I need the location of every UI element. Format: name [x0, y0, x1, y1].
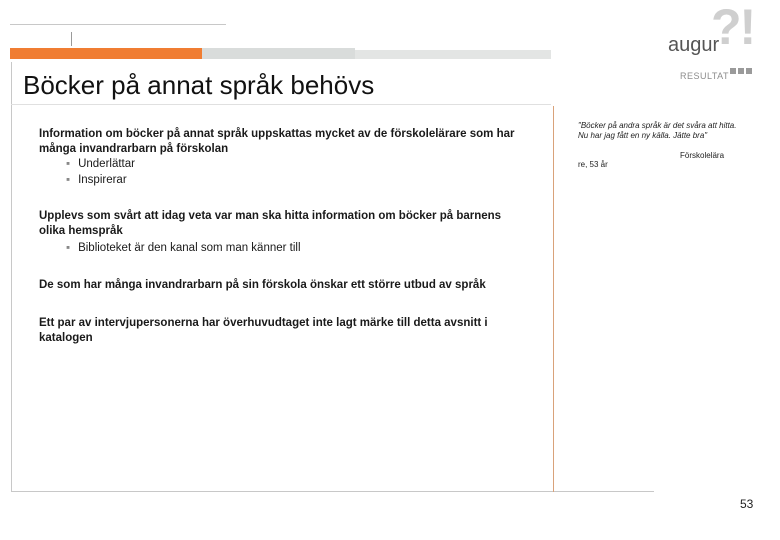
- paragraph-3: De som har många invandrarbarn på sin förskola önskar ett större utbud av språk: [39, 279, 486, 291]
- frame-left: [11, 62, 12, 492]
- quote-text: "Böcker på andra språk är det svåra att hitta. Nu har jag fått en ny källa. Jätte bra": [578, 121, 737, 140]
- frame-bottom: [11, 491, 654, 492]
- gray-bar-thin: [355, 50, 551, 59]
- orange-bar: [10, 48, 202, 59]
- page-number: 53: [740, 497, 754, 511]
- gray-bar: [202, 48, 355, 59]
- bullet-marker: ▪: [66, 242, 71, 254]
- bullet-text: Underlättar: [78, 158, 135, 170]
- section-squares: [730, 68, 760, 74]
- header-tick: [71, 32, 72, 46]
- top-rule: [10, 24, 226, 25]
- paragraph-1: Information om böcker på annat språk uppskattas mycket av de förskolelärare som har många invandrarbarn på förskolan: [39, 128, 515, 155]
- quote-divider: [553, 106, 554, 492]
- bullet-2: [66, 173, 127, 188]
- bullet-text: Inspirerar: [78, 174, 127, 186]
- bullet-text: Biblioteket är den kanal som man känner till: [78, 242, 301, 254]
- section-label: RESULTAT: [680, 71, 730, 81]
- title-underline: [11, 104, 551, 105]
- logo-symbol: ?!: [711, 0, 755, 55]
- bullet-marker: ▪: [66, 158, 71, 170]
- paragraph-4: Ett par av intervjupersonerna har överhuvudtaget inte lagt märke till detta avsnitt i katalogen: [39, 317, 488, 344]
- quote-role: Förskolelära: [680, 151, 725, 160]
- slide-title: Böcker på annat språk behövs: [23, 70, 375, 100]
- bullet-3: [66, 241, 301, 256]
- quote-source: re, 53 år: [578, 160, 608, 169]
- paragraph-2: Upplevs som svårt att idag veta var man ska hitta information om böcker på barnens olika hemspråk: [39, 210, 502, 237]
- bullet-marker: ▪: [66, 174, 71, 186]
- augur-logo: [665, 0, 765, 64]
- section-label-row: [680, 66, 730, 81]
- logo-text: augur: [668, 34, 720, 56]
- bullet-1: [66, 157, 135, 172]
